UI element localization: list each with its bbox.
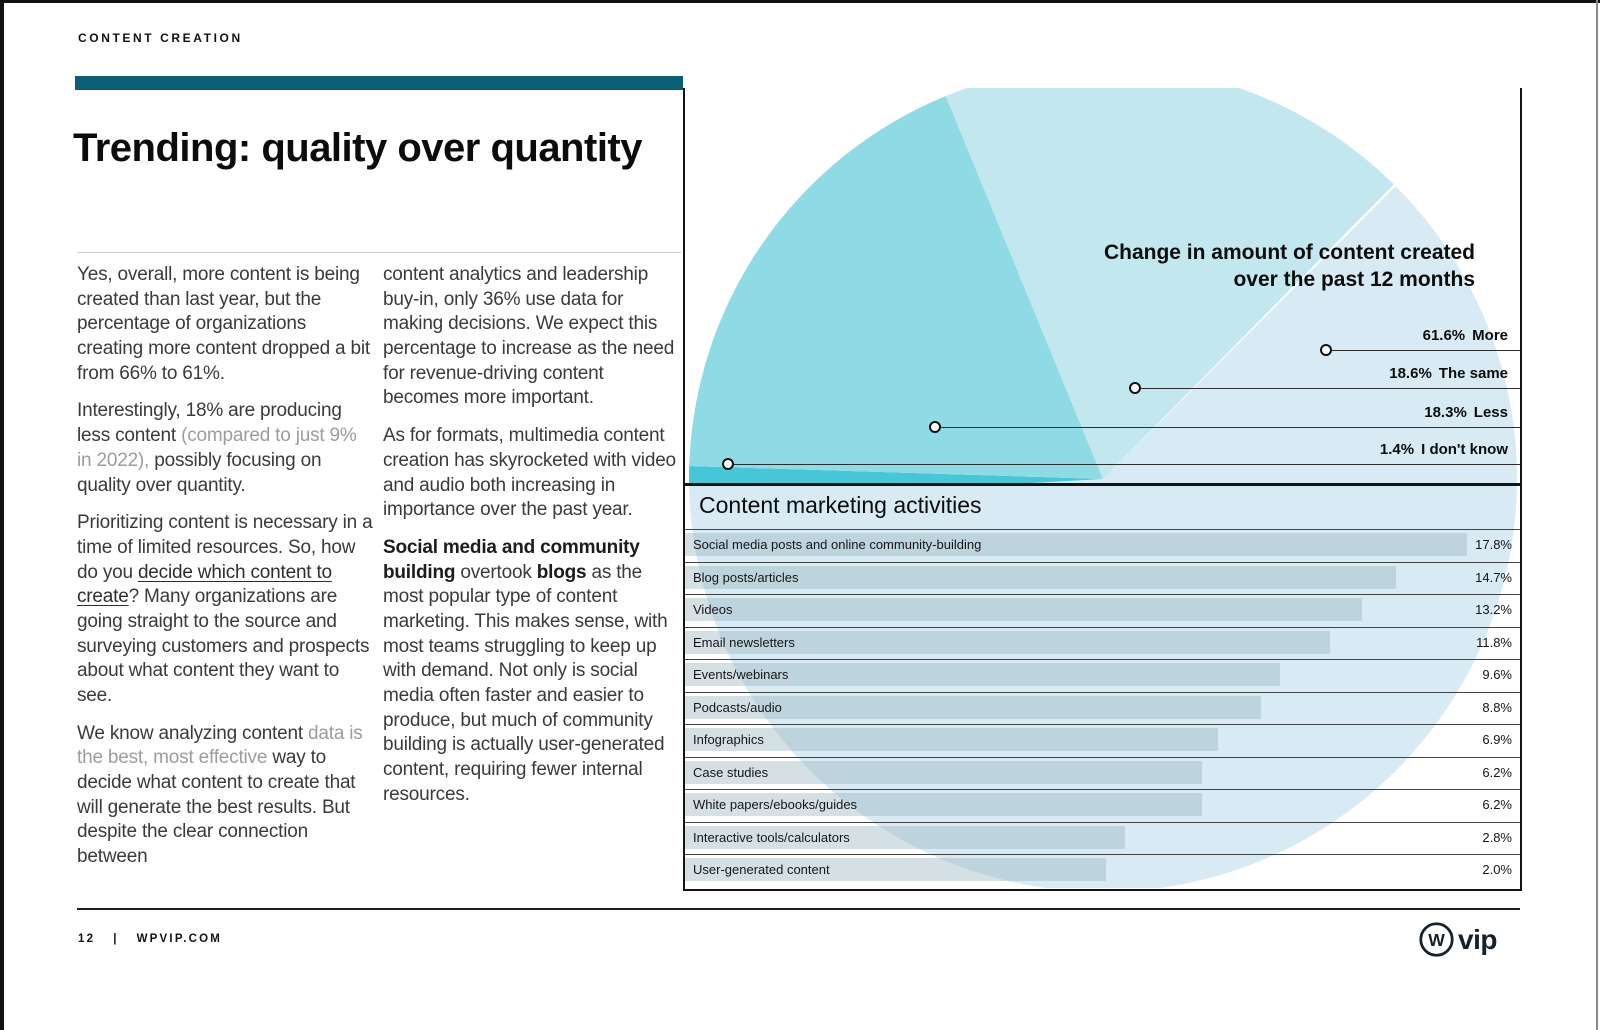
vip-logo-text: vip — [1458, 923, 1497, 955]
bar-label: Email newsletters — [693, 634, 795, 650]
footer-left — [78, 933, 222, 945]
pie-chart-panel — [685, 88, 1520, 486]
bar-row — [685, 659, 1520, 692]
callout-value: 61.6% — [1422, 327, 1466, 344]
footer-site: WPVIP.COM — [136, 933, 223, 945]
bar-label: White papers/ebooks/guides — [693, 797, 858, 812]
callout-marker — [1129, 382, 1141, 394]
bar-chart-panel — [685, 486, 1520, 888]
text-segment: way to decide what content to create that will generate the best results. But despite the clear connection between — [77, 747, 356, 868]
footer-rule — [77, 908, 1520, 910]
paragraph — [77, 511, 375, 709]
bar-value: 2.8% — [1482, 829, 1512, 845]
text-segment: blogs — [536, 561, 587, 583]
window-frame-left — [0, 0, 4, 1030]
body-column-2 — [383, 263, 681, 820]
window-frame-top — [0, 0, 1600, 3]
bar-fill — [685, 858, 1106, 881]
text-segment: ? Many organizations are going straight to the source and surveying customers and prospects about what content they want to see. — [77, 586, 370, 706]
bar-fill — [685, 631, 1330, 654]
bar-row — [685, 562, 1520, 595]
bar-row — [685, 692, 1520, 725]
bar-fill — [685, 761, 1202, 784]
bar-value: 9.6% — [1482, 667, 1512, 682]
paragraph — [77, 399, 375, 498]
bar-fill — [685, 793, 1202, 816]
paragraph — [77, 263, 375, 386]
bar-label: Events/webinars — [693, 667, 789, 682]
paragraph — [77, 722, 375, 870]
text-segment: possibly focusing on quality over quantity. — [77, 449, 322, 496]
bar-row — [685, 822, 1520, 855]
bar-row — [685, 529, 1520, 562]
charts-panel — [683, 88, 1522, 891]
bar-row — [685, 594, 1520, 627]
callout-label — [1389, 365, 1508, 382]
bar-row — [685, 789, 1520, 822]
bar-value: 13.2% — [1475, 602, 1512, 617]
inline-link[interactable]: decide which content to create — [77, 561, 332, 608]
text-segment: Social media and community building — [383, 536, 640, 583]
text-segment: data is the best, most effective — [77, 722, 363, 769]
bar-label: Social media posts and online community-building — [693, 537, 982, 552]
bar-label: Case studies — [693, 764, 769, 780]
svg-text:W: W — [1428, 929, 1445, 950]
bar-row — [685, 724, 1520, 757]
text-segment: (compared to just 9% in 2022), — [77, 425, 357, 471]
text-segment: We know analyzing content — [77, 722, 309, 744]
callout-line — [733, 464, 1520, 465]
text-segment: As for formats, multimedia content creation has skyrocketed with video and audio both increasing in importance over the past year. — [383, 425, 676, 521]
text-segment: Yes, overall, more content is being created than last year, but the percentage of organizations creating more content dropped a bit from 66% to 61%. — [77, 264, 370, 384]
callout-value: 18.6% — [1389, 365, 1432, 382]
bar-row — [685, 757, 1520, 790]
bar-label: Blog posts/articles — [693, 569, 799, 585]
page-title: Trending: quality over quantity — [73, 125, 642, 170]
column-top-rule — [77, 252, 681, 253]
callout-name: Less — [1473, 404, 1508, 421]
bar-value: 14.7% — [1475, 569, 1512, 585]
callout-label — [1424, 404, 1508, 421]
bar-value: 6.9% — [1482, 732, 1512, 747]
bar-fill — [685, 533, 1467, 556]
section-eyebrow: CONTENT CREATION — [78, 31, 243, 45]
wordpress-icon — [1418, 921, 1455, 958]
text-segment: as the most popular type of content marketing. This makes sense, with most teams struggling to keep up with demand. Not only is social media often faster and easier to produce, but much of community building is actually user-generated content, requiring fewer internal resources. — [383, 561, 668, 805]
bar-fill — [685, 696, 1261, 719]
page-number: 12 — [78, 933, 96, 945]
text-segment: content analytics and leadership buy-in, only 36% use data for making decisions. We expect this percentage to increase as the need for revenue-driving content becomes more important. — [383, 264, 675, 409]
bar-fill — [685, 826, 1125, 849]
bar-row — [685, 854, 1520, 887]
bar-label: Videos — [693, 602, 733, 617]
window-frame-right — [1596, 0, 1598, 1030]
callout-name: I don't know — [1421, 441, 1508, 458]
callout-label — [1380, 441, 1508, 458]
callout-line — [1140, 388, 1520, 389]
bar-value: 6.2% — [1482, 764, 1512, 780]
callout-marker — [722, 458, 734, 470]
callout-name: The same — [1438, 365, 1508, 382]
body-column-1 — [77, 263, 375, 883]
callout-line — [940, 427, 1520, 428]
callout-label — [1423, 327, 1508, 344]
title-accent-bar — [75, 76, 683, 90]
wpvip-logo — [1418, 921, 1497, 958]
bar-value: 8.8% — [1482, 699, 1512, 715]
bar-label: Infographics — [693, 732, 764, 747]
callout-value: 18.3% — [1424, 404, 1467, 421]
bar-label: Podcasts/audio — [693, 699, 782, 715]
bar-value: 6.2% — [1482, 797, 1512, 812]
callout-marker — [1320, 344, 1332, 356]
callout-value: 1.4% — [1379, 441, 1415, 458]
bar-fill — [685, 728, 1218, 751]
paragraph — [383, 536, 681, 808]
bar-rows — [685, 529, 1520, 887]
callout-name: More — [1472, 327, 1508, 344]
text-segment: overtook — [455, 561, 537, 583]
paragraph — [383, 263, 681, 411]
bar-fill — [685, 598, 1362, 621]
bar-fill — [685, 566, 1396, 589]
text-segment: Interestingly, 18% are producing less content — [77, 400, 342, 447]
bar-value: 11.8% — [1476, 634, 1512, 650]
pie-chart-title: Change in amount of content created over the past 12 months — [1103, 241, 1475, 291]
callout-line — [1331, 350, 1520, 351]
footer-divider: | — [113, 933, 119, 945]
bar-chart-title: Content marketing activities — [699, 492, 982, 518]
bar-row — [685, 627, 1520, 660]
bar-fill — [685, 663, 1280, 686]
bar-value: 2.0% — [1482, 862, 1512, 877]
bar-label: Interactive tools/calculators — [693, 829, 850, 845]
bar-label: User-generated content — [693, 862, 830, 877]
text-segment: Prioritizing content is necessary in a time of limited resources. So, how do you — [77, 512, 373, 583]
callout-marker — [929, 421, 941, 433]
paragraph — [383, 424, 681, 523]
bar-value: 17.8% — [1475, 537, 1512, 552]
